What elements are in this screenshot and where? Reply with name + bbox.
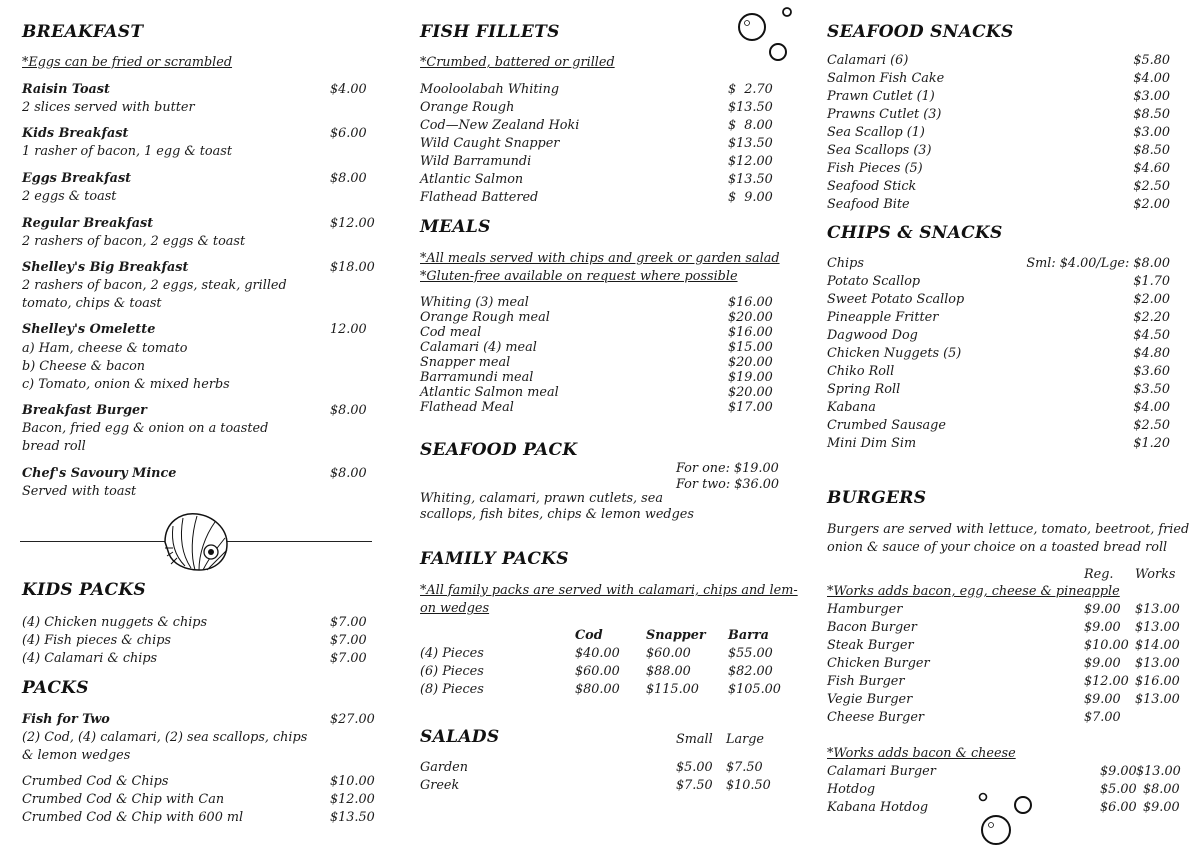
family-price: $88.00 xyxy=(646,664,691,679)
burger-reg-price: $9.00 xyxy=(1084,620,1121,635)
family-price: $80.00 xyxy=(575,682,620,697)
chips-item-name: Mini Dim Sim xyxy=(827,436,917,451)
fillet-price: $13.50 xyxy=(728,100,773,115)
fillet-price: $ 2.70 xyxy=(728,82,773,97)
family-col-header: Cod xyxy=(575,628,603,643)
salad-price: $7.50 xyxy=(726,760,763,775)
family-packs-title: FAMILY PACKS xyxy=(420,549,569,569)
kids-pack-price: $7.00 xyxy=(330,615,367,630)
item-price: $8.00 xyxy=(330,466,367,481)
item-price: $18.00 xyxy=(330,260,375,275)
fillet-price: $ 8.00 xyxy=(728,118,773,133)
seafood-pack-price-one: For one: $19.00 xyxy=(676,461,779,476)
burger-reg-price: $12.00 xyxy=(1084,674,1129,689)
meal-name: Barramundi meal xyxy=(420,370,534,385)
chips-item-price: $1.20 xyxy=(1133,436,1170,451)
salad-col-header: Large xyxy=(726,732,765,747)
burger-reg-price: $7.00 xyxy=(1084,710,1121,725)
burger-works-price: $13.00 xyxy=(1135,620,1180,635)
burger-works-price: $13.00 xyxy=(1135,656,1180,671)
item-name: Breakfast Burger xyxy=(22,403,147,418)
chips-item-name: Sweet Potato Scallop xyxy=(827,292,965,307)
burger-works-price: $14.00 xyxy=(1135,638,1180,653)
fillet-name: Wild Barramundi xyxy=(420,154,532,169)
item-price: 12.00 xyxy=(330,322,367,337)
item-name: Shelley's Omelette xyxy=(22,322,156,337)
pack-desc: (2) Cod, (4) calamari, (2) sea scallops, chips xyxy=(22,730,308,745)
chips-item-price: $3.60 xyxy=(1133,364,1170,379)
pack-name: Crumbed Cod & Chips xyxy=(22,774,169,789)
meal-name: Flathead Meal xyxy=(420,400,514,415)
fish-fillets-note: *Crumbed, battered or grilled xyxy=(420,55,615,70)
meal-price: $16.00 xyxy=(728,295,773,310)
bubbles-icon xyxy=(736,5,796,65)
item-desc: c) Tomato, onion & mixed herbs xyxy=(22,377,230,392)
meal-price: $17.00 xyxy=(728,400,773,415)
kids-pack-name: (4) Calamari & chips xyxy=(22,651,158,666)
chips-item-price: $2.50 xyxy=(1133,418,1170,433)
item-desc: bread roll xyxy=(22,439,86,454)
family-packs-note: on wedges xyxy=(420,601,490,616)
burger-name: Cheese Burger xyxy=(827,710,925,725)
item-name: Kids Breakfast xyxy=(22,126,129,141)
item-desc: 2 rashers of bacon, 2 eggs & toast xyxy=(22,234,246,249)
meals-note: *Gluten-free available on request where possible xyxy=(420,269,738,284)
burger-reg-price: $9.00 xyxy=(1084,692,1121,707)
snack-price: $2.00 xyxy=(1133,197,1170,212)
burger-name: Chicken Burger xyxy=(827,656,930,671)
family-row-name: (6) Pieces xyxy=(420,664,484,679)
snack-price: $3.00 xyxy=(1133,125,1170,140)
snack-price: $4.00 xyxy=(1133,71,1170,86)
chips-item-name: Chips xyxy=(827,256,864,271)
snack-price: $8.50 xyxy=(1133,143,1170,158)
burger-works-price: $13.00 xyxy=(1135,692,1180,707)
snack-name: Salmon Fish Cake xyxy=(827,71,945,86)
chips-item-price: $4.50 xyxy=(1133,328,1170,343)
meals-note: *All meals served with chips and greek or garden salad xyxy=(420,251,780,266)
meal-price: $20.00 xyxy=(728,355,773,370)
chips-item-name: Chiko Roll xyxy=(827,364,895,379)
pack-price: $27.00 xyxy=(330,712,375,727)
fillet-price: $13.50 xyxy=(728,172,773,187)
salad-col-header: Small xyxy=(676,732,713,747)
snack-price: $3.00 xyxy=(1133,89,1170,104)
pack-name: Fish for Two xyxy=(22,712,110,727)
burgers-desc: Burgers are served with lettuce, tomato, beetroot, fried xyxy=(827,522,1190,537)
pack-name: Crumbed Cod & Chip with Can xyxy=(22,792,225,807)
burger-reg-price: $10.00 xyxy=(1084,638,1129,653)
meals-title: MEALS xyxy=(420,217,491,237)
burger-works-price: $13.00 xyxy=(1136,764,1181,779)
burger-name: Vegie Burger xyxy=(827,692,913,707)
burger-works-price: $9.00 xyxy=(1143,800,1180,815)
snack-name: Prawn Cutlet (1) xyxy=(827,89,935,104)
family-row-name: (4) Pieces xyxy=(420,646,484,661)
kids-pack-price: $7.00 xyxy=(330,651,367,666)
item-name: Chef's Savoury Mince xyxy=(22,466,177,481)
family-price: $40.00 xyxy=(575,646,620,661)
family-price: $105.00 xyxy=(728,682,781,697)
family-col-header: Snapper xyxy=(646,628,706,643)
burger-works-price: $16.00 xyxy=(1135,674,1180,689)
burger-works-price: $8.00 xyxy=(1143,782,1180,797)
burger-name: Bacon Burger xyxy=(827,620,917,635)
meal-price: $20.00 xyxy=(728,310,773,325)
meal-price: $19.00 xyxy=(728,370,773,385)
chips-snacks-title: CHIPS & SNACKS xyxy=(827,223,1003,243)
burger-col-header: Reg. xyxy=(1084,567,1114,582)
meal-name: Snapper meal xyxy=(420,355,511,370)
snack-name: Fish Pieces (5) xyxy=(827,161,923,176)
breakfast-note: *Eggs can be fried or scrambled xyxy=(22,55,233,70)
fillet-name: Atlantic Salmon xyxy=(420,172,524,187)
family-packs-note: *All family packs are served with calamari, chips and lem- xyxy=(420,583,798,598)
fillet-name: Flathead Battered xyxy=(420,190,539,205)
family-col-header: Barra xyxy=(728,628,769,643)
seafood-pack-price-two: For two: $36.00 xyxy=(676,477,780,492)
burger-works-price: $13.00 xyxy=(1135,602,1180,617)
burgers-works-note: *Works adds bacon, egg, cheese & pineapple xyxy=(827,584,1120,599)
salad-name: Greek xyxy=(420,778,460,793)
snack-name: Calamari (6) xyxy=(827,53,909,68)
burger-col-header: Works xyxy=(1135,567,1176,582)
seafood-pack-desc: Whiting, calamari, prawn cutlets, sea xyxy=(420,491,663,506)
salad-price: $7.50 xyxy=(676,778,713,793)
fillet-price: $13.50 xyxy=(728,136,773,151)
chips-item-name: Spring Roll xyxy=(827,382,901,397)
item-desc: a) Ham, cheese & tomato xyxy=(22,341,188,356)
burger-name: Hamburger xyxy=(827,602,903,617)
burgers-works-note2: *Works adds bacon & cheese xyxy=(827,746,1016,761)
item-desc: b) Cheese & bacon xyxy=(22,359,146,374)
item-desc: 1 rasher of bacon, 1 egg & toast xyxy=(22,144,232,159)
fillet-name: Cod—New Zealand Hoki xyxy=(420,118,580,133)
meal-price: $20.00 xyxy=(728,385,773,400)
fish-fillets-title: FISH FILLETS xyxy=(420,22,560,42)
item-price: $12.00 xyxy=(330,216,375,231)
item-desc: tomato, chips & toast xyxy=(22,296,162,311)
snack-name: Prawns Cutlet (3) xyxy=(827,107,942,122)
seafood-pack-title: SEAFOOD PACK xyxy=(420,440,578,460)
meal-price: $16.00 xyxy=(728,325,773,340)
meal-name: Orange Rough meal xyxy=(420,310,550,325)
item-desc: Served with toast xyxy=(22,484,137,499)
meal-price: $15.00 xyxy=(728,340,773,355)
item-name: Regular Breakfast xyxy=(22,216,154,231)
burger-name: Hotdog xyxy=(827,782,876,797)
family-price: $55.00 xyxy=(728,646,773,661)
chips-item-name: Potato Scallop xyxy=(827,274,921,289)
family-price: $60.00 xyxy=(646,646,691,661)
item-name: Shelley's Big Breakfast xyxy=(22,260,189,275)
fillet-name: Mooloolabah Whiting xyxy=(420,82,560,97)
chips-item-price: $1.70 xyxy=(1133,274,1170,289)
burger-reg-price: $5.00 xyxy=(1100,782,1137,797)
burger-reg-price: $9.00 xyxy=(1084,602,1121,617)
seafood-pack-desc: scallops, fish bites, chips & lemon wedges xyxy=(420,507,694,522)
burgers-desc: onion & sauce of your choice on a toasted bread roll xyxy=(827,540,1168,555)
meal-name: Atlantic Salmon meal xyxy=(420,385,559,400)
chips-item-price: $4.00 xyxy=(1133,400,1170,415)
burger-name: Calamari Burger xyxy=(827,764,936,779)
item-desc: 2 eggs & toast xyxy=(22,189,117,204)
chips-item-price: $2.00 xyxy=(1133,292,1170,307)
chips-item-price: $4.80 xyxy=(1133,346,1170,361)
snack-price: $2.50 xyxy=(1133,179,1170,194)
meal-name: Calamari (4) meal xyxy=(420,340,537,355)
pack-price: $13.50 xyxy=(330,810,375,825)
chips-item-name: Dagwood Dog xyxy=(827,328,918,343)
meal-name: Cod meal xyxy=(420,325,482,340)
item-price: $8.00 xyxy=(330,171,367,186)
kids-pack-name: (4) Chicken nuggets & chips xyxy=(22,615,208,630)
kids-pack-price: $7.00 xyxy=(330,633,367,648)
item-name: Raisin Toast xyxy=(22,82,110,97)
snack-name: Seafood Bite xyxy=(827,197,910,212)
chips-item-name: Kabana xyxy=(827,400,876,415)
salad-price: $10.50 xyxy=(726,778,771,793)
kids-packs-title: KIDS PACKS xyxy=(22,580,146,600)
bubbles-icon xyxy=(974,790,1038,848)
shell-icon xyxy=(155,508,233,574)
pack-desc: & lemon wedges xyxy=(22,748,131,763)
chips-item-price: $2.20 xyxy=(1133,310,1170,325)
snack-name: Seafood Stick xyxy=(827,179,917,194)
item-desc: 2 slices served with butter xyxy=(22,100,195,115)
family-price: $115.00 xyxy=(646,682,699,697)
snack-price: $4.60 xyxy=(1133,161,1170,176)
item-price: $8.00 xyxy=(330,403,367,418)
burger-reg-price: $9.00 xyxy=(1084,656,1121,671)
fillet-name: Orange Rough xyxy=(420,100,515,115)
item-price: $4.00 xyxy=(330,82,367,97)
pack-name: Crumbed Cod & Chip with 600 ml xyxy=(22,810,244,825)
family-price: $60.00 xyxy=(575,664,620,679)
burger-reg-price: $6.00 xyxy=(1100,800,1137,815)
item-name: Eggs Breakfast xyxy=(22,171,132,186)
salad-name: Garden xyxy=(420,760,468,775)
fillet-price: $ 9.00 xyxy=(728,190,773,205)
kids-pack-name: (4) Fish pieces & chips xyxy=(22,633,171,648)
pack-price: $12.00 xyxy=(330,792,375,807)
seafood-snacks-title: SEAFOOD SNACKS xyxy=(827,22,1014,42)
item-desc: 2 rashers of bacon, 2 eggs, steak, grilled xyxy=(22,278,287,293)
burger-name: Fish Burger xyxy=(827,674,905,689)
pack-price: $10.00 xyxy=(330,774,375,789)
meal-name: Whiting (3) meal xyxy=(420,295,529,310)
item-desc: Bacon, fried egg & onion on a toasted xyxy=(22,421,269,436)
salad-price: $5.00 xyxy=(676,760,713,775)
packs-title: PACKS xyxy=(22,678,89,698)
snack-price: $8.50 xyxy=(1133,107,1170,122)
burgers-title: BURGERS xyxy=(827,488,927,508)
family-row-name: (8) Pieces xyxy=(420,682,484,697)
item-price: $6.00 xyxy=(330,126,367,141)
fillet-price: $12.00 xyxy=(728,154,773,169)
chips-item-price: $3.50 xyxy=(1133,382,1170,397)
snack-name: Sea Scallops (3) xyxy=(827,143,932,158)
salads-title: SALADS xyxy=(420,727,500,747)
breakfast-title: BREAKFAST xyxy=(22,22,144,42)
chips-item-name: Crumbed Sausage xyxy=(827,418,946,433)
chips-item-name: Pineapple Fritter xyxy=(827,310,939,325)
chips-item-price: Sml: $4.00/Lge: $8.00 xyxy=(1026,256,1170,271)
burger-reg-price: $9.00 xyxy=(1100,764,1137,779)
family-price: $82.00 xyxy=(728,664,773,679)
burger-name: Steak Burger xyxy=(827,638,914,653)
chips-item-name: Chicken Nuggets (5) xyxy=(827,346,962,361)
snack-name: Sea Scallop (1) xyxy=(827,125,925,140)
fillet-name: Wild Caught Snapper xyxy=(420,136,560,151)
snack-price: $5.80 xyxy=(1133,53,1170,68)
burger-name: Kabana Hotdog xyxy=(827,800,929,815)
